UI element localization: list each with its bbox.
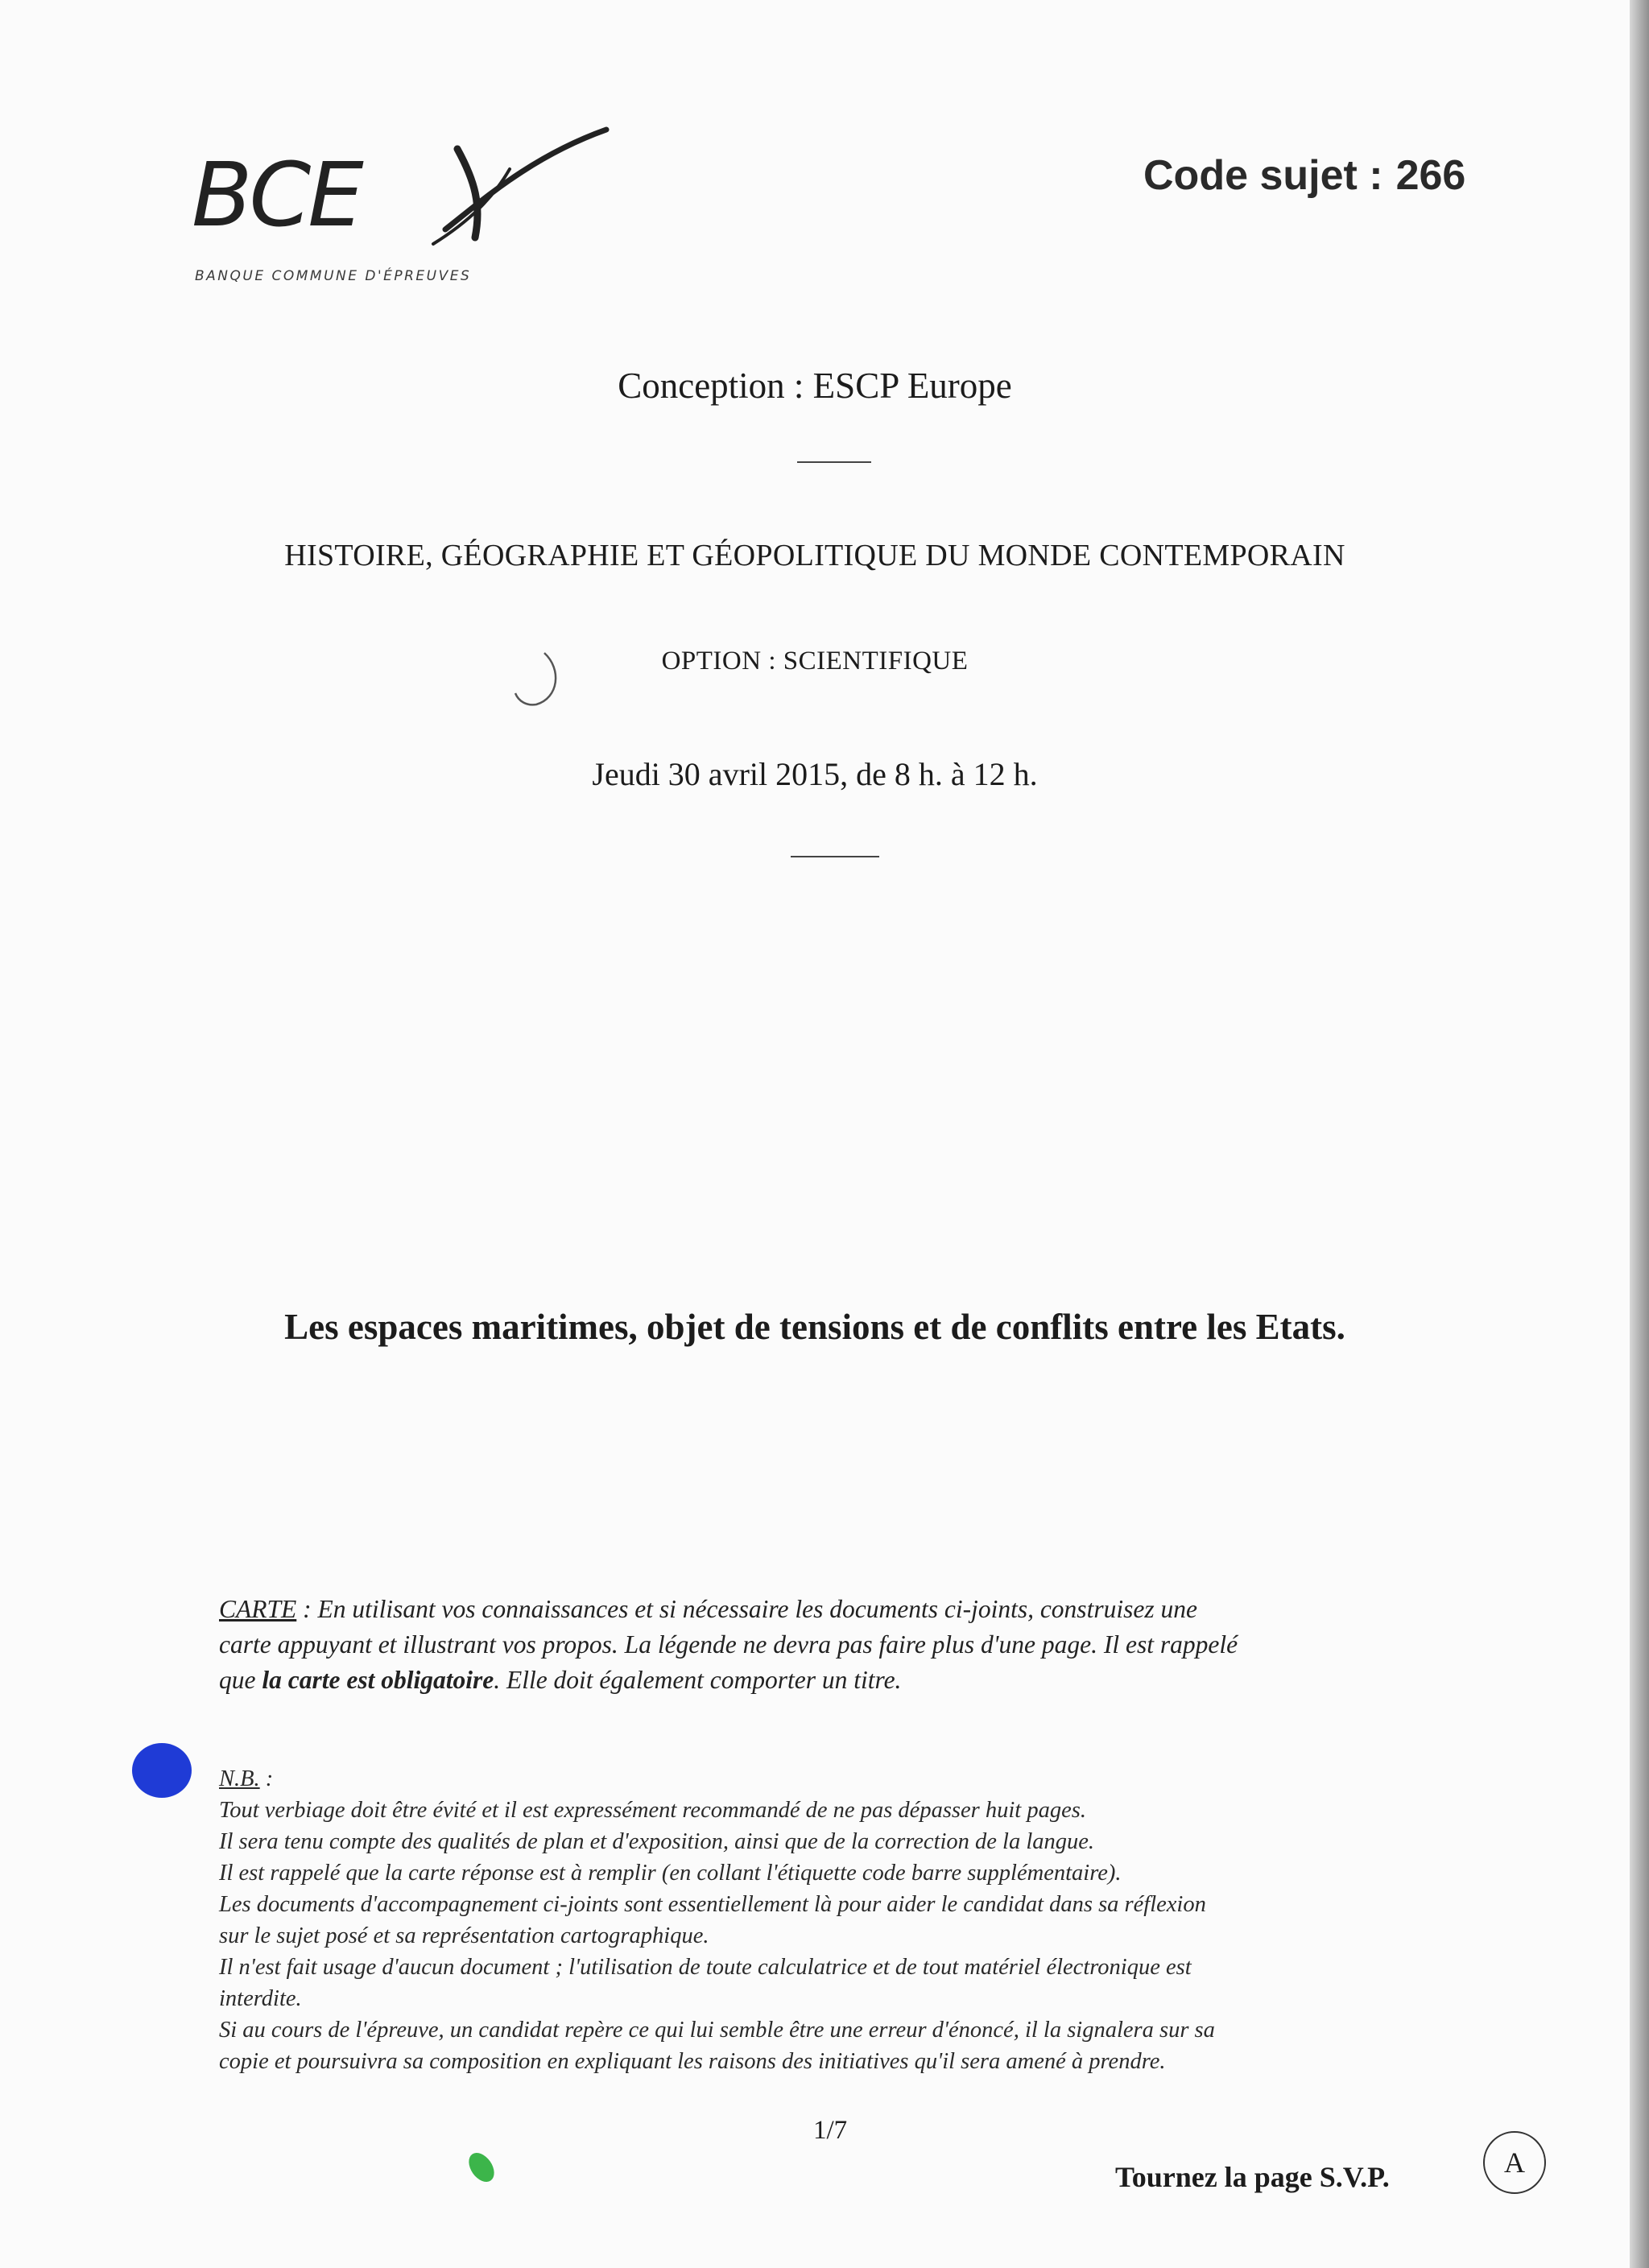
divider-bottom	[791, 856, 879, 857]
blue-ink-dot	[132, 1743, 192, 1798]
subject-code-value: 266	[1395, 152, 1466, 199]
nb-line: Si au cours de l'épreuve, un candidat repère ce qui lui semble être une erreur d'énoncé, il la signalera sur sa	[219, 2018, 1215, 2043]
carte-line-3-pre: que	[219, 1666, 262, 1694]
nb-notes	[219, 1763, 1507, 2077]
nb-line: copie et poursuivra sa composition en expliquant les raisons des initiatives qu'il sera amené à prendre.	[219, 2049, 1166, 2074]
conception-line: Conception : ESCP Europe	[618, 366, 1012, 406]
carte-obligatoire: la carte est obligatoire	[262, 1666, 494, 1694]
nb-line: sur le sujet posé et sa représentation cartographique.	[219, 1923, 709, 1948]
nb-line: Les documents d'accompagnement ci-joints sont essentiellement là pour aider le candidat dans sa réflexion	[219, 1892, 1206, 1917]
svg-text:BCE: BCE	[192, 143, 361, 246]
nb-heading-suffix: :	[259, 1766, 274, 1791]
page-number: 1/7	[813, 2116, 848, 2145]
carte-line-2: carte appuyant et illustrant vos propos. La légende ne devra pas faire plus d'une page. Il est rappelé	[219, 1630, 1238, 1659]
logo-subtitle: BANQUE COMMUNE D'ÉPREUVES	[195, 268, 472, 284]
nb-line: Il n'est fait usage d'aucun document ; l'utilisation de toute calculatrice et de tout matériel électronique est	[219, 1955, 1192, 1980]
nb-line: Tout verbiage doit être évité et il est expressément recommandé de ne pas dépasser huit pages.	[219, 1798, 1086, 1823]
exam-subject: HISTOIRE, GÉOGRAPHIE ET GÉOPOLITIQUE DU MONDE CONTEMPORAIN	[284, 539, 1345, 572]
essay-title: Les espaces maritimes, objet de tensions et de conflits entre les Etats.	[284, 1307, 1345, 1347]
bce-logo	[192, 125, 626, 294]
divider-top	[797, 461, 871, 463]
nb-line: Il est rappelé que la carte réponse est à remplir (en collant l'étiquette code barre supplémentaire).	[219, 1861, 1122, 1886]
bce-logo-mark	[192, 125, 626, 270]
subject-code	[1143, 151, 1465, 200]
carte-line-1: : En utilisant vos connaissances et si nécessaire les documents ci-joints, construisez une	[296, 1595, 1197, 1623]
carte-label: CARTE	[219, 1595, 297, 1623]
green-ink-mark	[464, 2148, 499, 2187]
nb-heading: N.B.	[219, 1766, 260, 1791]
subject-code-label: Code sujet :	[1143, 152, 1383, 199]
exam-option: OPTION : SCIENTIFIQUE	[661, 647, 969, 675]
page-edge-shadow	[1630, 0, 1649, 2268]
nb-line: Il sera tenu compte des qualités de plan et d'exposition, ainsi que de la correction de la langue.	[219, 1829, 1095, 1854]
nb-line: interdite.	[219, 1986, 302, 2011]
turn-page-note: Tournez la page S.V.P.	[1115, 2161, 1390, 2193]
carte-line-3-post: . Elle doit également comporter un titre.	[494, 1666, 902, 1694]
exam-date: Jeudi 30 avril 2015, de 8 h. à 12 h.	[592, 756, 1038, 792]
carte-instructions	[219, 1592, 1475, 1698]
circled-letter: A	[1483, 2131, 1546, 2194]
